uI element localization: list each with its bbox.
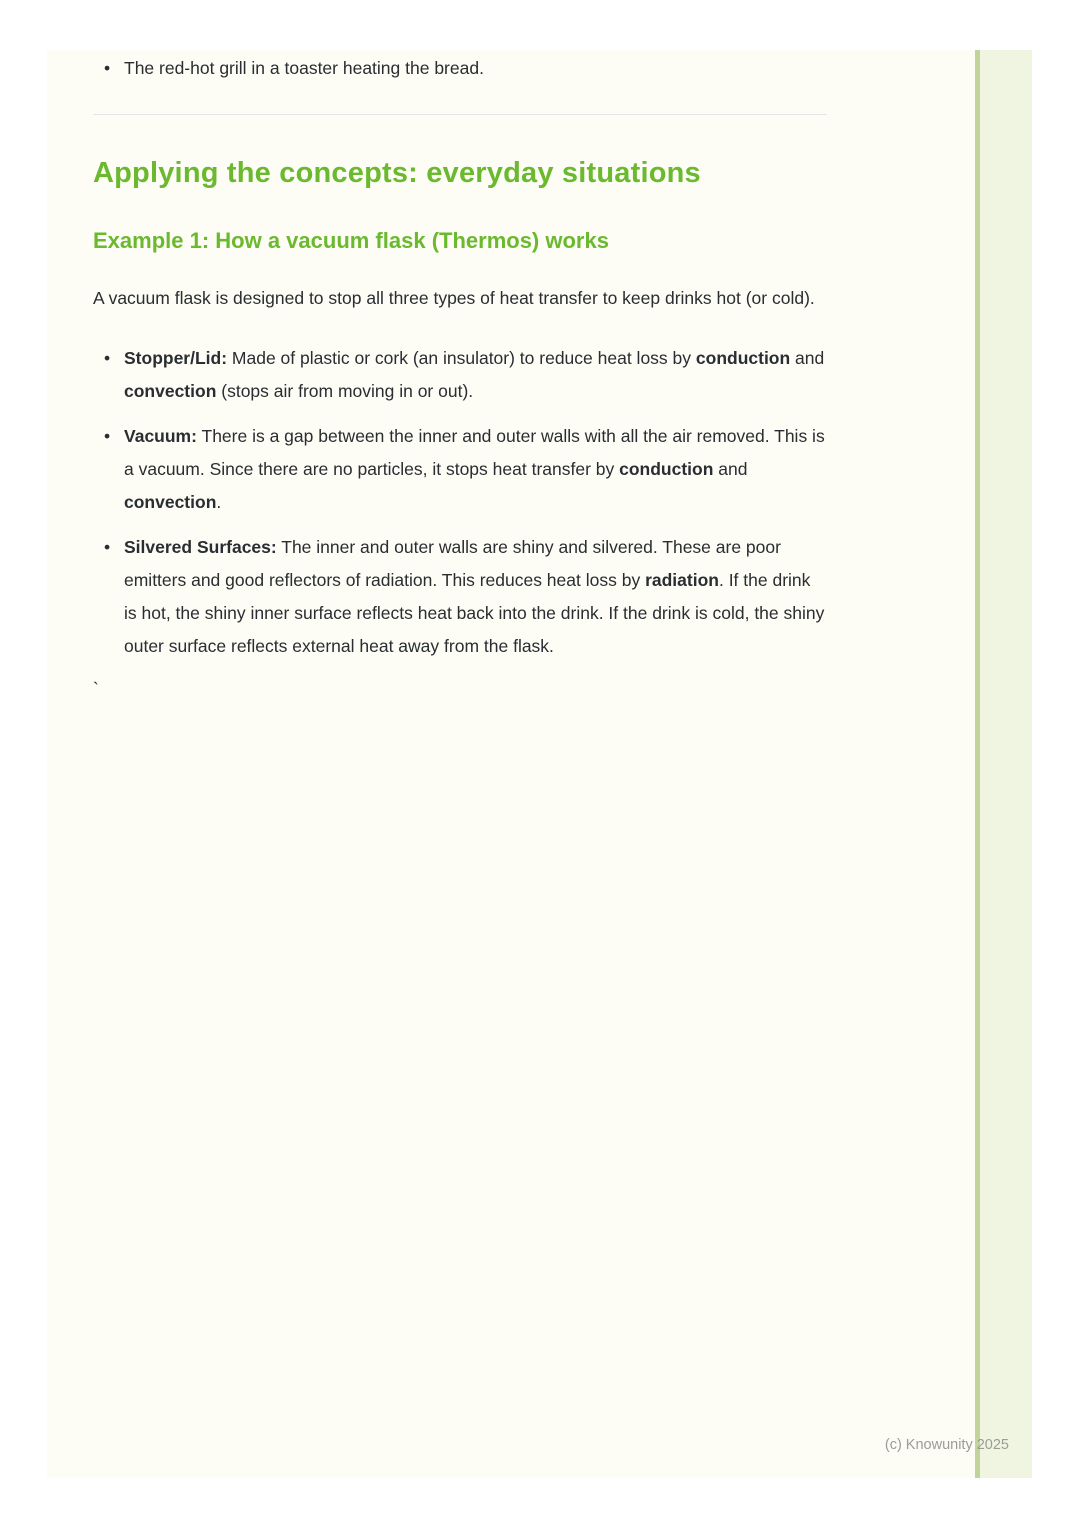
list-item — [93, 342, 827, 408]
copyright-footer: (c) Knowunity 2025 — [884, 1437, 1009, 1453]
top-bullet-item — [93, 52, 827, 85]
bullet-marker: • — [104, 58, 111, 78]
bullet-list — [93, 342, 827, 663]
page-edge-stripe — [975, 50, 1032, 1478]
bullet-marker: • — [104, 537, 111, 557]
bullet-marker: • — [104, 426, 111, 446]
section-divider — [93, 114, 827, 115]
list-item-text: Stopper/Lid: Made of plastic or cork (an insulator) to reduce heat loss by conduction and convection (stops air from moving in or out). — [124, 348, 825, 401]
document-content — [93, 50, 827, 699]
list-item-text: Silvered Surfaces: The inner and outer walls are shiny and silvered. These are poor emitters and good reflectors of radiation. This reduces heat loss by radiation. If the drink is hot, the shiny inner surface reflects heat back into the drink. If the drink is cold, the shiny outer surface reflects external heat away from the flask. — [124, 537, 825, 656]
stray-backtick: ` — [93, 679, 99, 699]
document-page — [47, 50, 1032, 1478]
example-subheading: Example 1: How a vacuum flask (Thermos) works — [93, 228, 609, 253]
top-bullet-text: The red-hot grill in a toaster heating the bread. — [124, 58, 484, 78]
section-heading: Applying the concepts: everyday situations — [93, 157, 701, 189]
intro-paragraph: A vacuum flask is designed to stop all three types of heat transfer to keep drinks hot (or cold). — [93, 288, 815, 308]
list-item-text: Vacuum: There is a gap between the inner and outer walls with all the air removed. This is a vacuum. Since there are no particles, it stops heat transfer by conduction and convection. — [124, 426, 825, 512]
list-item — [93, 420, 827, 519]
bullet-marker: • — [104, 348, 111, 368]
list-item — [93, 531, 827, 663]
